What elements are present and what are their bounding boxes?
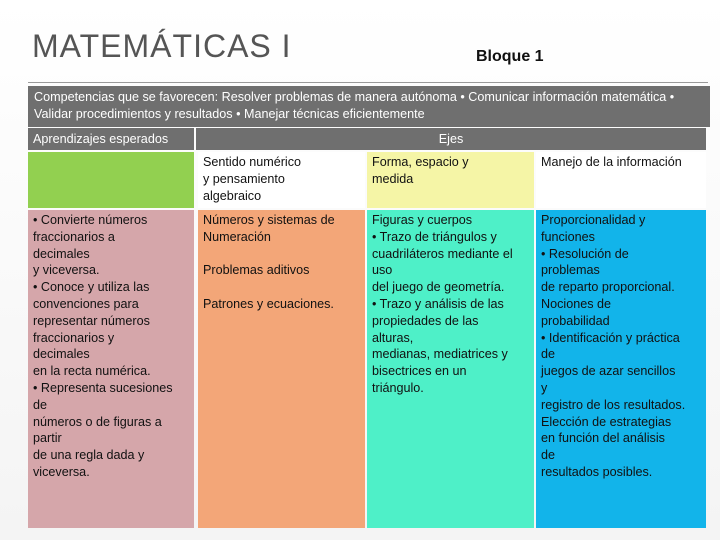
aprendizajes-color-block — [28, 152, 194, 208]
forma-espacio-cell: Figuras y cuerpos • Trazo de triángulos y cuadriláteros mediante el uso del juego de geometría. • Trazo y análisis de las propiedades de las alturas, medianas, mediatrices y bisectrices en un triángulo. — [367, 210, 534, 528]
competencias-banner: Competencias que se favorecen: Resolver problemas de manera autónoma • Comunicar información matemática • Validar procedimientos y resultados • Manejar técnicas eficientemente — [28, 86, 710, 127]
eje-forma-espacio-header: Forma, espacio y medida — [367, 152, 534, 208]
eje-sentido-numerico-header: Sentido numérico y pensamiento algebraico — [198, 152, 365, 208]
title-divider — [28, 82, 708, 83]
page-title: MATEMÁTICAS I — [32, 28, 292, 64]
manejo-informacion-cell: Proporcionalidad y funciones • Resolución de problemas de reparto proporcional. Nociones de probabilidad • Identificación y práctica de juegos de azar sencillos y registro de los resultados. Elección de estrategias en función del análisis de resultados posibles. — [536, 210, 706, 528]
header-ejes: Ejes — [196, 128, 706, 150]
bloque-label: Bloque 1 — [476, 48, 544, 65]
eje-manejo-informacion-header: Manejo de la información — [536, 152, 706, 208]
sentido-numerico-cell: Números y sistemas de Numeración Problemas aditivos Patrones y ecuaciones. — [198, 210, 365, 528]
header-aprendizajes: Aprendizajes esperados — [28, 128, 194, 150]
aprendizajes-cell: • Convierte números fraccionarios a decimales y viceversa. • Conoce y utiliza las convenciones para representar números fraccionarios y decimales en la recta numérica. • Representa sucesiones de números o de figuras a partir de una regla dada y viceversa. — [28, 210, 194, 528]
